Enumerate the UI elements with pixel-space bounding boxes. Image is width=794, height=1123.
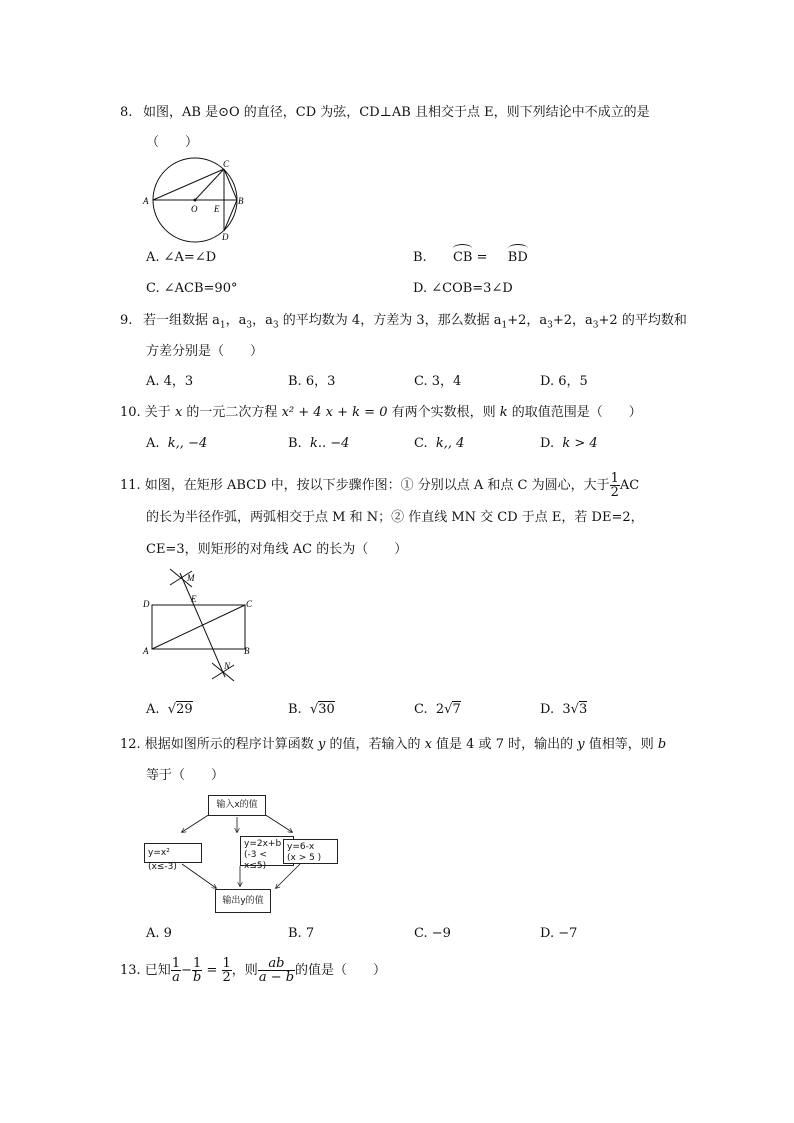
option-expr: k,, 4 — [435, 436, 465, 451]
var-y: y — [577, 737, 585, 752]
q11-stem-line3: CE=3，则矩形的对角线 AC 的长为（ ） — [146, 542, 408, 557]
arc-cb: CB — [452, 250, 473, 265]
label-d: D — [222, 232, 229, 242]
q8-option-a[interactable]: A. ∠A=∠D — [146, 250, 217, 265]
numerator: 1 — [610, 471, 619, 486]
option-label: D. — [540, 702, 555, 717]
label-c: C — [223, 159, 230, 169]
diagonal-ac — [152, 605, 245, 649]
q9-text: +2，a — [507, 313, 548, 328]
q9-text: ，a — [225, 313, 247, 328]
segment-ac — [153, 169, 224, 200]
option-label: B. — [288, 436, 302, 451]
q9-stem-line2: 方差分别是（ ） — [146, 344, 264, 359]
segment-oc — [195, 169, 224, 200]
option-label: D. — [540, 436, 555, 451]
q12-text: 的值，若输入的 — [325, 737, 425, 752]
q10-text: 的取值范围是（ ） — [507, 405, 642, 420]
subscript: 3 — [246, 320, 253, 331]
option-expr: k.. −4 — [309, 436, 350, 451]
arc-bd: BD — [507, 250, 528, 265]
label-e: E — [191, 594, 197, 604]
option-label: C. — [414, 702, 428, 717]
q9-option-c[interactable]: C. 3，4 — [414, 374, 462, 389]
denominator: a — [172, 970, 180, 985]
denominator: b — [193, 970, 202, 985]
q11-option-d[interactable]: D. 3√3 — [540, 702, 588, 717]
option-expr: k > 4 — [562, 436, 598, 451]
q12-stem-line1 — [120, 736, 666, 754]
option-label: B. — [288, 702, 302, 717]
coefficient: 3 — [562, 702, 571, 717]
var-b: b — [657, 737, 667, 752]
q11-option-b[interactable]: B. √30 — [288, 702, 335, 717]
label-d: D — [143, 599, 150, 609]
flow-right-line2: (x > 5 ) — [287, 853, 322, 863]
q13-text: 13. 已知 — [120, 963, 171, 978]
fraction-1-2 — [222, 957, 232, 984]
var-k: k — [499, 405, 508, 420]
flow-input-box: 输入x的值 — [208, 795, 266, 816]
radicand: 29 — [176, 702, 193, 717]
q8-paren: （ ） — [146, 135, 199, 150]
arrow-to-right — [264, 814, 292, 832]
segment-cb — [224, 169, 237, 200]
q11-option-c[interactable]: C. 2√7 — [414, 702, 461, 717]
fraction-half — [610, 472, 620, 499]
q8-option-b[interactable] — [413, 249, 528, 267]
subscript: 3 — [547, 320, 553, 331]
radicand: 7 — [452, 702, 461, 717]
label-n: N — [224, 661, 231, 671]
flow-mid-line2: (-3 < x≤5) — [244, 850, 267, 871]
q10-text: 10. 关于 — [120, 405, 175, 420]
equation: x² + 4 x + k = 0 — [281, 405, 388, 420]
q11-stem-line2: 的长为半径作弧，两弧相交于点 M 和 N；② 作直线 MN 交 CD 于点 E，若 DE=2， — [146, 510, 644, 525]
q9-text: 9. 若一组数据 a — [120, 313, 220, 328]
flow-mid-line1: y=2x+b — [244, 839, 282, 849]
numerator: 1 — [171, 956, 181, 971]
numerator: 1 — [222, 956, 231, 971]
q12-stem-line2: 等于（ ） — [146, 768, 225, 783]
equals-sign: = — [476, 250, 488, 265]
q12-option-b[interactable]: B. 7 — [288, 926, 315, 941]
label-e: E — [214, 204, 220, 214]
label-b: B — [244, 646, 250, 656]
q11-text: 11. 如图，在矩形 ABCD 中，按以下步骤作图：① 分别以点 A 和点 C 为圆心，大于 — [120, 478, 610, 493]
q10-text: 的一元二次方程 — [182, 405, 282, 420]
var-y: y — [317, 737, 326, 752]
q13-text: ，则 — [231, 963, 258, 978]
q12-option-a[interactable]: A. 9 — [146, 926, 172, 941]
option-label: A. — [146, 436, 160, 451]
q10-option-d[interactable] — [540, 435, 598, 453]
subscript: 3 — [272, 320, 279, 331]
option-label: A. — [146, 702, 160, 717]
q11-text: AC — [619, 478, 640, 493]
fraction-1-a — [171, 957, 181, 984]
arc-mark-n2 — [212, 665, 234, 679]
q9-text: +2 的平均数和 — [598, 313, 687, 328]
q10-option-b[interactable] — [288, 435, 349, 453]
label-o: O — [191, 204, 198, 214]
minus-sign: − — [181, 963, 192, 978]
radicand: 30 — [318, 702, 335, 717]
flow-left-box: y=x² (x≤-3) — [144, 843, 202, 863]
fraction-ab — [258, 957, 295, 984]
label-c: C — [246, 599, 253, 609]
subscript: 1 — [501, 320, 508, 331]
q9-stem-line1 — [120, 312, 687, 335]
q8-option-c[interactable]: C. ∠ACB=90° — [146, 281, 238, 296]
var-x: x — [424, 737, 432, 752]
denominator: 2 — [222, 970, 231, 985]
q13-stem — [120, 956, 386, 986]
q8-stem: 8. 如图，AB 是⊙O 的直径，CD 为弦，CD⊥AB 且相交于点 E，则下列结论中不成立的是 — [120, 105, 650, 120]
q12-text: 值是 4 或 7 时，输出的 — [431, 737, 578, 752]
q9-option-a[interactable]: A. 4，3 — [146, 374, 194, 389]
flow-right-line1: y=6-x — [287, 842, 315, 852]
center-point — [194, 199, 197, 202]
option-expr: k,, −4 — [167, 436, 208, 451]
q11-stem-line1 — [120, 472, 639, 499]
q10-text: 有两个实数根，则 — [387, 405, 500, 420]
q12-text: 12. 根据如图所示的程序计算函数 — [120, 737, 318, 752]
q9-text: 的平均数为 4，方差为 3，那么数据 a — [278, 313, 502, 328]
fraction-1-b — [192, 957, 202, 984]
label-b: B — [238, 196, 244, 206]
label-a: A — [143, 196, 149, 206]
segment-bd — [224, 200, 237, 231]
q12-option-c[interactable]: C. −9 — [414, 926, 451, 941]
denominator: a − b — [258, 970, 295, 985]
line-mn — [180, 573, 225, 677]
arrow-left-out — [182, 864, 216, 888]
q12-option-d[interactable]: D. −7 — [540, 926, 578, 941]
q11-rectangle-figure — [140, 565, 265, 687]
subscript: 3 — [592, 320, 599, 331]
q13-text: 的值是（ ） — [295, 963, 387, 978]
q10-option-c[interactable] — [414, 435, 464, 453]
option-label: B. — [413, 250, 427, 265]
q9-text: ，a — [252, 313, 273, 328]
q9-option-d[interactable]: D. 6，5 — [540, 374, 588, 389]
q8-option-d[interactable]: D. ∠COB=3∠D — [413, 281, 513, 296]
q12-text: 值相等，则 — [584, 737, 658, 752]
equals-sign: = — [206, 963, 218, 978]
q9-text: +2，a — [552, 313, 593, 328]
label-m: M — [187, 573, 195, 583]
option-label: C. — [414, 436, 428, 451]
denominator: 2 — [610, 485, 619, 500]
subscript: 1 — [219, 320, 226, 331]
flow-right-box — [283, 839, 338, 864]
label-a: A — [143, 646, 149, 656]
var-x: x — [174, 405, 183, 420]
numerator: ab — [258, 957, 295, 971]
radicand: 3 — [578, 702, 588, 717]
numerator: 1 — [193, 956, 202, 971]
coefficient: 2 — [435, 702, 445, 717]
q9-option-b[interactable]: B. 6，3 — [288, 374, 336, 389]
flow-output-box: 输出y的值 — [215, 889, 271, 913]
q8-circle-figure — [140, 155, 250, 247]
arrow-to-left — [182, 814, 210, 832]
q10-stem — [120, 404, 642, 422]
q11-option-a[interactable]: A. √29 — [146, 702, 193, 717]
q10-option-a[interactable] — [146, 435, 207, 453]
